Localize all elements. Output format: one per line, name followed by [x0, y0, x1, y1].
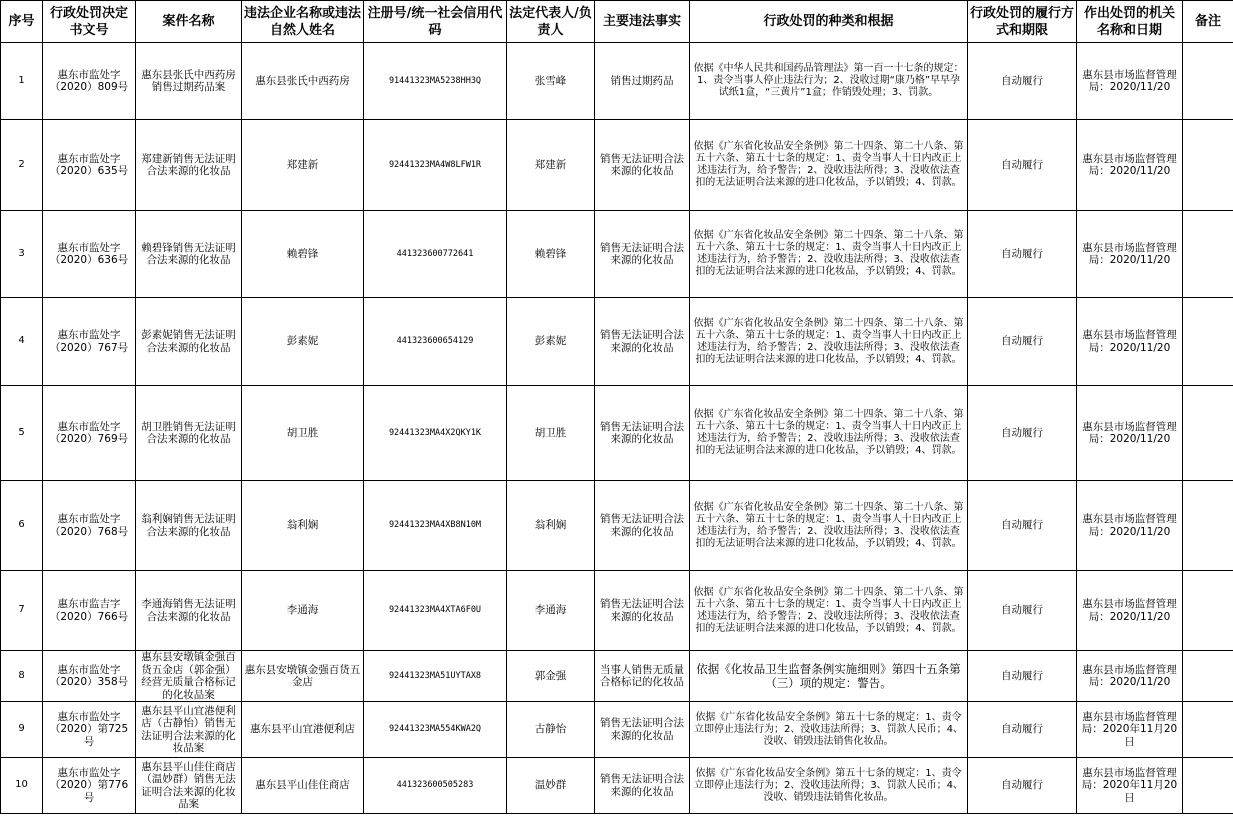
header-row [1, 1, 1233, 43]
cell-party: 郑建新 [242, 120, 364, 211]
cell-facts: 销售无法证明合法来源的化妆品 [595, 702, 690, 758]
cell-authority: 惠东县市场监督管理局：2020/11/20 [1077, 571, 1183, 651]
cell-method: 自动履行 [968, 43, 1077, 120]
cell-party: 翁利娴 [242, 481, 364, 571]
header-facts: 主要违法事实 [595, 1, 690, 43]
cell-facts: 销售无法证明合法来源的化妆品 [595, 120, 690, 211]
cell-reg-no: 441323600505283 [364, 758, 507, 814]
cell-facts: 当事人销售无质量合格标记的化妆品 [595, 651, 690, 702]
header-case-name: 案件名称 [136, 1, 242, 43]
cell-method: 自动履行 [968, 386, 1077, 481]
table-row [1, 298, 1233, 386]
table-row [1, 702, 1233, 758]
cell-method: 自动履行 [968, 702, 1077, 758]
cell-case-name: 惠东县平山宜港便利店（古静怡）销售无法证明合法来源的化妆品案 [136, 702, 242, 758]
cell-rep: 赖碧锋 [507, 211, 595, 298]
cell-party: 胡卫胜 [242, 386, 364, 481]
cell-rep: 郑建新 [507, 120, 595, 211]
cell-reg-no: 92441323MA4X2QKY1K [364, 386, 507, 481]
table-row [1, 43, 1233, 120]
cell-rep: 温妙群 [507, 758, 595, 814]
cell-rep: 古静怡 [507, 702, 595, 758]
cell-rep: 郭金强 [507, 651, 595, 702]
cell-seq: 6 [1, 481, 43, 571]
cell-seq: 4 [1, 298, 43, 386]
cell-case-name: 彭素妮销售无法证明合法来源的化妆品 [136, 298, 242, 386]
cell-reg-no: 441323600772641 [364, 211, 507, 298]
cell-basis: 依据《广东省化妆品安全条例》第二十四条、第二十八条、第五十六条、第五十七条的规定：1、责令当事人十日内改正上述违法行为，给予警告；2、没收违法所得；3、没收依法查扣的无法证明合法来源的进口化妆品，予以销毁；4、罚款。 [690, 386, 968, 481]
cell-basis: 依据《广东省化妆品安全条例》第二十四条、第二十八条、第五十六条、第五十七条的规定：1、责令当事人十日内改正上述违法行为，给予警告；2、没收违法所得；3、没收依法查扣的无法证明合法来源的进口化妆品，予以销毁；4、罚款。 [690, 481, 968, 571]
header-party: 违法企业名称或违法自然人姓名 [242, 1, 364, 43]
cell-authority: 惠东县市场监督管理局：2020/11/20 [1077, 651, 1183, 702]
cell-seq: 3 [1, 211, 43, 298]
cell-method: 自动履行 [968, 120, 1077, 211]
cell-basis: 依据《广东省化妆品安全条例》第二十四条、第二十八条、第五十六条、第五十七条的规定：1、责令当事人十日内改正上述违法行为，给予警告；2、没收违法所得；3、没收依法查扣的无法证明合法来源的进口化妆品，予以销毁；4、罚款。 [690, 298, 968, 386]
cell-seq: 1 [1, 43, 43, 120]
cell-facts: 销售无法证明合法来源的化妆品 [595, 211, 690, 298]
cell-facts: 销售无法证明合法来源的化妆品 [595, 481, 690, 571]
cell-seq: 9 [1, 702, 43, 758]
header-reg-no: 注册号/统一社会信用代码 [364, 1, 507, 43]
cell-authority: 惠东县市场监督管理局：2020/11/20 [1077, 43, 1183, 120]
cell-rep: 张雪峰 [507, 43, 595, 120]
cell-case-name: 惠东县平山佳住商店（温妙群）销售无法证明合法来源的化妆品案 [136, 758, 242, 814]
cell-method: 自动履行 [968, 571, 1077, 651]
cell-party: 赖碧锋 [242, 211, 364, 298]
cell-doc-no: 惠东市监处字（2020）636号 [43, 211, 136, 298]
cell-facts: 销售无法证明合法来源的化妆品 [595, 571, 690, 651]
cell-rep: 李通海 [507, 571, 595, 651]
cell-method: 自动履行 [968, 211, 1077, 298]
cell-case-name: 翁利娴销售无法证明合法来源的化妆品 [136, 481, 242, 571]
cell-party: 彭素妮 [242, 298, 364, 386]
cell-case-name: 郑建新销售无法证明合法来源的化妆品 [136, 120, 242, 211]
cell-reg-no: 441323600654129 [364, 298, 507, 386]
cell-doc-no: 惠东市监处字（2020）767号 [43, 298, 136, 386]
cell-authority: 惠东县市场监督管理局：2020/11/20 [1077, 481, 1183, 571]
cell-seq: 5 [1, 386, 43, 481]
cell-authority: 惠东县市场监督管理局：2020/11/20 [1077, 211, 1183, 298]
cell-basis: 依据《广东省化妆品安全条例》第五十七条的规定：1、责令立即停止违法行为；2、没收违法所得；3、罚款人民币；4、没收、销毁违法销售化妆品。 [690, 758, 968, 814]
cell-basis: 依据《中华人民共和国药品管理法》第一百一十七条的规定：1、责令当事人停止违法行为；2、没收过期“康乃格”早早孕试纸1盒，“三黄片”1盒；作销毁处理；3、罚款。 [690, 43, 968, 120]
cell-reg-no: 92441323MA51UYTAX8 [364, 651, 507, 702]
cell-facts: 销售无法证明合法来源的化妆品 [595, 386, 690, 481]
table-row [1, 481, 1233, 571]
cell-seq: 7 [1, 571, 43, 651]
cell-remark [1183, 298, 1233, 386]
cell-doc-no: 惠东市监处字（2020）358号 [43, 651, 136, 702]
cell-remark [1183, 211, 1233, 298]
cell-basis: 依据《广东省化妆品安全条例》第二十四条、第二十八条、第五十六条、第五十七条的规定：1、责令当事人十日内改正上述违法行为，给予警告；2、没收违法所得；3、没收依法查扣的无法证明合法来源的进口化妆品，予以销毁；4、罚款。 [690, 120, 968, 211]
cell-basis: 依据《广东省化妆品安全条例》第五十七条的规定：1、责令立即停止违法行为；2、没收违法所得；3、罚款人民币；4、没收、销毁违法销售化妆品。 [690, 702, 968, 758]
cell-seq: 8 [1, 651, 43, 702]
cell-remark [1183, 702, 1233, 758]
header-seq: 序号 [1, 1, 43, 43]
header-authority: 作出处罚的机关名称和日期 [1077, 1, 1183, 43]
header-basis: 行政处罚的种类和根据 [690, 1, 968, 43]
cell-reg-no: 91441323MA5238HH3Q [364, 43, 507, 120]
cell-rep: 翁利娴 [507, 481, 595, 571]
header-rep: 法定代表人/负责人 [507, 1, 595, 43]
cell-facts: 销售过期药品 [595, 43, 690, 120]
cell-party: 惠东县平山宜港便利店 [242, 702, 364, 758]
header-remark: 备注 [1183, 1, 1233, 43]
cell-party: 惠东县安墩镇金强百货五金店 [242, 651, 364, 702]
cell-basis: 依据《广东省化妆品安全条例》第二十四条、第二十八条、第五十六条、第五十七条的规定：1、责令当事人十日内改正上述违法行为，给予警告；2、没收违法所得；3、没收依法查扣的无法证明合法来源的进口化妆品，予以销毁；4、罚款。 [690, 571, 968, 651]
cell-remark [1183, 481, 1233, 571]
cell-remark [1183, 758, 1233, 814]
cell-case-name: 惠东县张氏中西药房销售过期药品案 [136, 43, 242, 120]
cell-doc-no: 惠东市监处字（2020）768号 [43, 481, 136, 571]
cell-rep: 胡卫胜 [507, 386, 595, 481]
cell-authority: 惠东县市场监督管理局：2020/11/20 [1077, 298, 1183, 386]
cell-doc-no: 惠东市监处字（2020）635号 [43, 120, 136, 211]
cell-remark [1183, 386, 1233, 481]
table-row [1, 651, 1233, 702]
cell-doc-no: 惠东市监处字（2020）769号 [43, 386, 136, 481]
cell-doc-no: 惠东市监处字（2020）809号 [43, 43, 136, 120]
cell-authority: 惠东县市场监督管理局：2020年11月20日 [1077, 758, 1183, 814]
cell-authority: 惠东县市场监督管理局：2020年11月20日 [1077, 702, 1183, 758]
cell-reg-no: 92441323MA4XTA6F0U [364, 571, 507, 651]
table-row [1, 571, 1233, 651]
cell-basis: 依据《化妆品卫生监督条例实施细则》第四十五条第（三）项的规定：警告。 [690, 651, 968, 702]
table-row [1, 211, 1233, 298]
cell-authority: 惠东县市场监督管理局：2020/11/20 [1077, 386, 1183, 481]
cell-case-name: 赖碧锋销售无法证明合法来源的化妆品 [136, 211, 242, 298]
cell-reg-no: 92441323MA554KWA2Q [364, 702, 507, 758]
cell-case-name: 惠东县安墩镇金强百货五金店（郭金强）经营无质量合格标记的化妆品案 [136, 651, 242, 702]
cell-doc-no: 惠东市监吉字（2020）766号 [43, 571, 136, 651]
cell-seq: 2 [1, 120, 43, 211]
table-row [1, 386, 1233, 481]
cell-doc-no: 惠东市监处字（2020）第725号 [43, 702, 136, 758]
cell-case-name: 胡卫胜销售无法证明合法来源的化妆品 [136, 386, 242, 481]
table-row [1, 758, 1233, 814]
cell-party: 李通海 [242, 571, 364, 651]
cell-method: 自动履行 [968, 651, 1077, 702]
cell-reg-no: 92441323MA4XB8N10M [364, 481, 507, 571]
cell-party: 惠东县平山佳住商店 [242, 758, 364, 814]
cell-doc-no: 惠东市监处字（2020）第776号 [43, 758, 136, 814]
cell-basis: 依据《广东省化妆品安全条例》第二十四条、第二十八条、第五十六条、第五十七条的规定：1、责令当事人十日内改正上述违法行为，给予警告；2、没收违法所得；3、没收依法查扣的无法证明合法来源的进口化妆品，予以销毁；4、罚款。 [690, 211, 968, 298]
cell-party: 惠东县张氏中西药房 [242, 43, 364, 120]
header-method: 行政处罚的履行方式和期限 [968, 1, 1077, 43]
cell-method: 自动履行 [968, 481, 1077, 571]
cell-facts: 销售无法证明合法来源的化妆品 [595, 298, 690, 386]
cell-case-name: 李通海销售无法证明合法来源的化妆品 [136, 571, 242, 651]
cell-reg-no: 92441323MA4W8LFW1R [364, 120, 507, 211]
cell-authority: 惠东县市场监督管理局：2020/11/20 [1077, 120, 1183, 211]
header-doc-no: 行政处罚决定书文号 [43, 1, 136, 43]
cell-facts: 销售无法证明合法来源的化妆品 [595, 758, 690, 814]
table-row [1, 120, 1233, 211]
cell-remark [1183, 571, 1233, 651]
cell-method: 自动履行 [968, 298, 1077, 386]
cell-remark [1183, 651, 1233, 702]
cell-seq: 10 [1, 758, 43, 814]
cell-remark [1183, 120, 1233, 211]
cell-rep: 彭素妮 [507, 298, 595, 386]
cell-method: 自动履行 [968, 758, 1077, 814]
cell-remark [1183, 43, 1233, 120]
